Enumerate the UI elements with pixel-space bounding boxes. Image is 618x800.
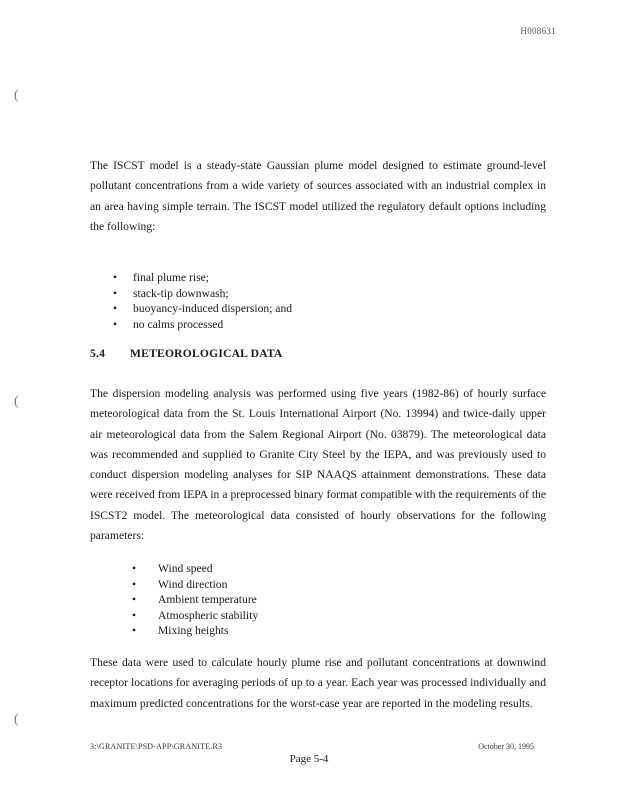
list-item: • Atmospheric stability [132,608,258,624]
section-heading [90,347,283,360]
intro-paragraph: The ISCST model is a steady-state Gaussian plume model designed to estimate ground-level pollutant concentrations from a wide variety of sources associated with an industrial complex in an area having simple terrain. The ISCST model utilized the regulatory default options including the following: [90,159,546,233]
list-item: • buoyancy-induced dispersion; and [113,301,292,317]
list-item: • Ambient temperature [132,592,258,608]
options-list [113,270,292,332]
list-item: • no calms processed [113,317,292,333]
binder-hole-mark: ( [14,712,19,727]
list-item: • Mixing heights [132,623,258,639]
footer-file-path: 3:\GRANITE\PSD-APP\GRANITE.R3 [90,742,223,751]
meteorological-paragraph: The dispersion modeling analysis was performed using five years (1982-86) of hourly surface meteorological data from the St. Louis International Airport (No. 13994) and twice-daily upper air meteorological data from the Salem Regional Airport (No. 03879). The meteorological data was recommended and supplied to Granite City Steel by the IEPA, and was previously used to conduct dispersion modeling analyses for SIP NAAQS attainment demonstrations. These data were received from IEPA in a preprocessed binary format compatible with the requirements of the ISCST2 model. The meteorological data consisted of hourly observations for the following parameters: [90,387,546,543]
list-item: • stack-tip downwash; [113,286,292,302]
list-item: • Wind direction [132,577,258,593]
binder-hole-mark: ( [14,88,19,103]
section-title: METEOROLOGICAL DATA [130,347,283,360]
parameters-list [132,561,258,639]
page-number: Page 5-4 [289,753,329,765]
list-item: • final plume rise; [113,270,292,286]
section-number: 5.4 [90,347,106,360]
document-id: H008631 [520,26,556,36]
closing-paragraph: These data were used to calculate hourly plume rise and pollutant concentrations at downwind receptor locations for averaging periods of up to a year. Each year was processed individually and maximum predicted concentrations for the worst-case year are reported in the modeling results. [90,656,546,710]
list-item: • Wind speed [132,561,258,577]
footer-date: October 30, 1995 [478,742,534,751]
binder-hole-mark: ( [14,394,19,409]
